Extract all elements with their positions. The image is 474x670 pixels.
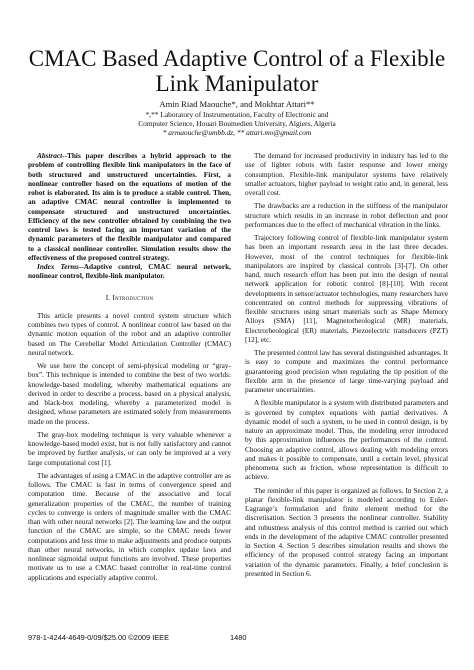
affiliation-line-2: Computer Science, Houari Boumedien University, Algiers, Algeria bbox=[138, 119, 336, 128]
abstract bbox=[28, 151, 231, 262]
abstract-text: --This paper describes a hybrid approach to the problem of controlling flexible link manipulators in the face of both structured and unstructured uncertainties. First, a nonlinear controller based on the equations of motion of the robot is elaborated. Its aim is to produce a stable control. Then, an adaptive CMAC neural controller is implemented to compensate structured and unstructured uncertainties. Efficiency of the new controller obtained by combining the two control laws is tested facing an important variation of the dynamic parameters of the flexible manipulator and compared to a classical nonlinear controller. Simulation results show the effectiveness of the proposed control strategy. bbox=[28, 151, 231, 262]
page-number: 1480 bbox=[230, 633, 247, 642]
index-terms bbox=[28, 262, 231, 281]
left-column bbox=[28, 151, 231, 582]
affiliation-line-1: *,** Laboratory of Instrumentation, Faculty of Electronic and bbox=[145, 110, 329, 119]
paper-title bbox=[20, 46, 454, 96]
right-paragraph-2: The drawbacks are a reduction in the stiffness of the manipulator structure which results in an increase in robot deflection and poor performances due to the effect of mechanical vibration in the links. bbox=[245, 201, 448, 229]
index-terms-lead: Index Terms bbox=[37, 262, 79, 271]
right-paragraph-5: A flexible manipulator is a system with distributed parameters and is governed by complex equations with partial derivatives. A dynamic model of such a system, to be used in control design, is by nature an approximate model. Thus, the modeling error introduced by this approximation influences the performances of the control. Choosing an adaptive control, allows dealing with modeling errors and makes it possible to compensate, until a certain level, physical phenomena such as friction, whose representation is difficult to achieve. bbox=[245, 398, 448, 482]
title-line-1: CMAC Based Adaptive Control of a Flexible bbox=[28, 46, 446, 71]
right-paragraph-1: The demand for increased productivity in industry has led to the use of lighter robots with faster response and lower energy consumption. Flexible-link manipulator systems have relatively smaller actuators, higher payload to weight ratio and, in general, less overall cost. bbox=[245, 151, 448, 197]
right-paragraph-4: The presented control law has several distinguished advantages. It is easy to compute and maximizes the control performance guaranteeing good precision when regulating the tip position of the flexible arm in the presence of large time-varying payload and parameter uncertainties. bbox=[245, 348, 448, 394]
intro-paragraph-2: We use here the concept of semi-physical modeling or “gray-box”. This technique is intended to combine the best of two worlds: knowledge-based modeling, whereby mathematical equations are derived in order to describe a process, based on a physical analysis, and black-box modeling, whereby a parameterized model is designed, whose parameters are estimated solely from measurements made on the process. bbox=[28, 361, 231, 426]
intro-paragraph-3: The gray-box modeling technique is very valuable whenever a knowledge-based model exist, but is not fully satisfactory and cannot be improved by further analysis, or can only be improved at a very large computational cost [1]. bbox=[28, 429, 231, 467]
section-heading-introduction: I. Introduction bbox=[105, 292, 154, 302]
right-paragraph-3: Trajectory following control of flexible-link manipulator system has been an important research area in the last three decades. However, most of the control techniques for flexible-link manipulators are inspired by classical controls [3]-[7]. On other hand, much research effort has been put into the design of neural network application for robotic control [8]-[10]. With recent developments in sensor/actuator technologies, many researchers have concentrated on control methods for suppressing vibrations of flexible structures using smart materials such as Shape Memory Alloys (SMA) [11], Magnetorheological (MR) materials, Electrorheological (ER) materials, Piezoelectric transducers (PZT) [12], etc. bbox=[245, 233, 448, 344]
right-column bbox=[245, 151, 448, 578]
footer-isbn: 978-1-4244-4649-0/09/$25.00 ©2009 IEEE bbox=[28, 633, 170, 642]
author-emails: * armaouche@umbb.dz, ** attari.mo@gmail.com bbox=[162, 128, 312, 137]
title-line-2: Link Manipulator bbox=[155, 71, 319, 96]
index-terms-text: --Adaptive control, CMAC neural network, nonlinear control, flexible-link manipulator. bbox=[28, 262, 232, 281]
affiliation bbox=[20, 110, 454, 137]
right-paragraph-6: The reminder of this paper is organized as follows. In Section 2, a planar flexible-link manipulator is modeled according to Euler-Lagrange’s formulation and finite element method for the discretisation. Section 3 presents the nonlinear controller. Stability and robustness analysis of this control method is carried out which ends in the development of the adaptive CMAC controller presented in Section 4. Section 5 describes simulation results and shows the efficiency of the proposed control strategy facing an important variation of the dynamic parameters. Finally, a brief conclusion is presented in Section 6. bbox=[245, 485, 448, 578]
page-footer bbox=[28, 633, 288, 642]
authors: Amin Riad Maouche*, and Mokhtar Attari** bbox=[159, 99, 315, 109]
abstract-lead: Abstract bbox=[37, 151, 63, 160]
intro-paragraph-1: This article presents a novel control system structure which combines two types of control. A nonlinear control law based on the dynamic motion equation of the robot and an adaptive controller based on The Cerebellar Model Articulation Controller (CMAC) neural network. bbox=[28, 310, 231, 357]
intro-paragraph-4: The advantages of using a CMAC in the adaptive controller are as follows. The CMAC is fast in terms of convergence speed and computation time. Because of the associative and local generalization properties of the CMAC, the number of training cycles to converge is orders of magnitude smaller with the CMAC than with other neural networks [2]. The learning law and the output function of the CMAC are simple, so the CMAC needs fewer computations and less time to make adjustments and produce outputs than other neural networks, in which complex update laws and nonlinear sigmoidal output functions are involved. These properties motivate us to use a CMAC based controller in real-time control applications and especially adaptive control. bbox=[28, 470, 231, 582]
